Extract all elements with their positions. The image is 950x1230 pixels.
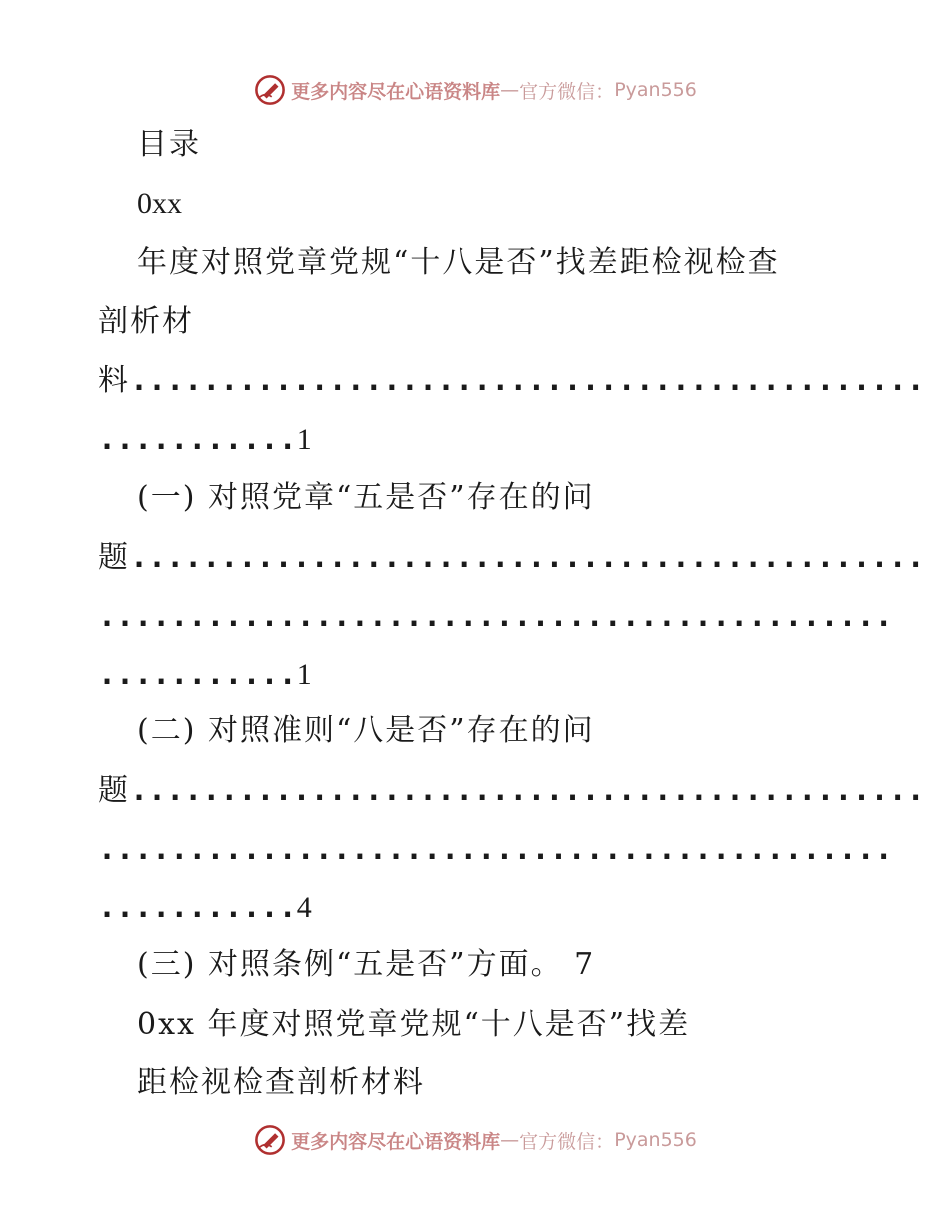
toc-item-0-leader-dots: ............................................ (130, 363, 925, 398)
toc-item-0-line1: 年度对照党章党规“十八是否”找差距检视检查 (137, 245, 780, 280)
watermark-dash: — (500, 1129, 520, 1151)
toc-item-2-line4[interactable] (98, 888, 312, 928)
toc-item-1-page[interactable]: 1 (296, 658, 312, 691)
watermark-header (0, 70, 950, 110)
watermark-main-text: 更多内容尽在心语资料库 (291, 80, 501, 103)
toc-item-0-page[interactable]: 1 (296, 423, 312, 456)
toc-item-1-line3 (98, 597, 893, 637)
toc-item-2-line1: (二) 对照准则“八是否”存在的问 (137, 713, 595, 748)
body-title-line1: 0xx 年度对照党章党规“十八是否”找差 (137, 1007, 691, 1042)
watermark-footer (0, 1120, 950, 1160)
watermark-official-text: 官方微信： (519, 80, 615, 103)
brand-logo-icon (253, 1123, 287, 1157)
watermark-wechat-id: Pyan556 (614, 79, 697, 101)
toc-item-1-line1: (一) 对照党章“五是否”存在的问 (137, 480, 595, 515)
toc-item-1-line2-text: 题 (98, 540, 130, 575)
toc-item-2-leader-dots: ............................................ (130, 773, 925, 808)
toc-item-0-line3-text: 料 (98, 363, 130, 398)
toc-item-0-line4[interactable] (98, 420, 312, 460)
toc-item-3-line1[interactable]: (三) 对照条例“五是否”方面。 7 (137, 947, 596, 982)
toc-heading: 目录 (137, 127, 201, 162)
toc-item-0-line2: 剖析材 (98, 304, 194, 339)
toc-item-2-leader-dots-end: ........... (98, 890, 297, 925)
toc-item-1-leader-dots-end: ........... (98, 657, 297, 692)
watermark-wechat-id: Pyan556 (614, 1129, 697, 1151)
toc-item-1-leader-dots-mid: ............................................ (98, 599, 893, 634)
toc-item-2-page[interactable]: 4 (296, 891, 312, 924)
toc-item-2-line2-text: 题 (98, 773, 130, 808)
toc-item-2-line2 (98, 771, 925, 811)
toc-year-line: 0xx (137, 187, 182, 220)
body-title-line2: 距检视检查剖析材料 (137, 1065, 425, 1100)
watermark-main-text: 更多内容尽在心语资料库 (291, 1130, 501, 1153)
toc-item-0-leader-dots-end: ........... (98, 422, 297, 457)
toc-item-2-leader-dots-mid: ............................................ (98, 832, 893, 867)
toc-item-1-line4[interactable] (98, 655, 312, 695)
toc-item-2-line3 (98, 830, 893, 870)
brand-logo-icon (253, 73, 287, 107)
toc-item-1-line2 (98, 538, 925, 578)
watermark-official-text: 官方微信： (519, 1130, 615, 1153)
toc-item-0-line3 (98, 361, 925, 401)
watermark-dash: — (500, 79, 520, 101)
toc-item-1-leader-dots: ............................................ (130, 540, 925, 575)
